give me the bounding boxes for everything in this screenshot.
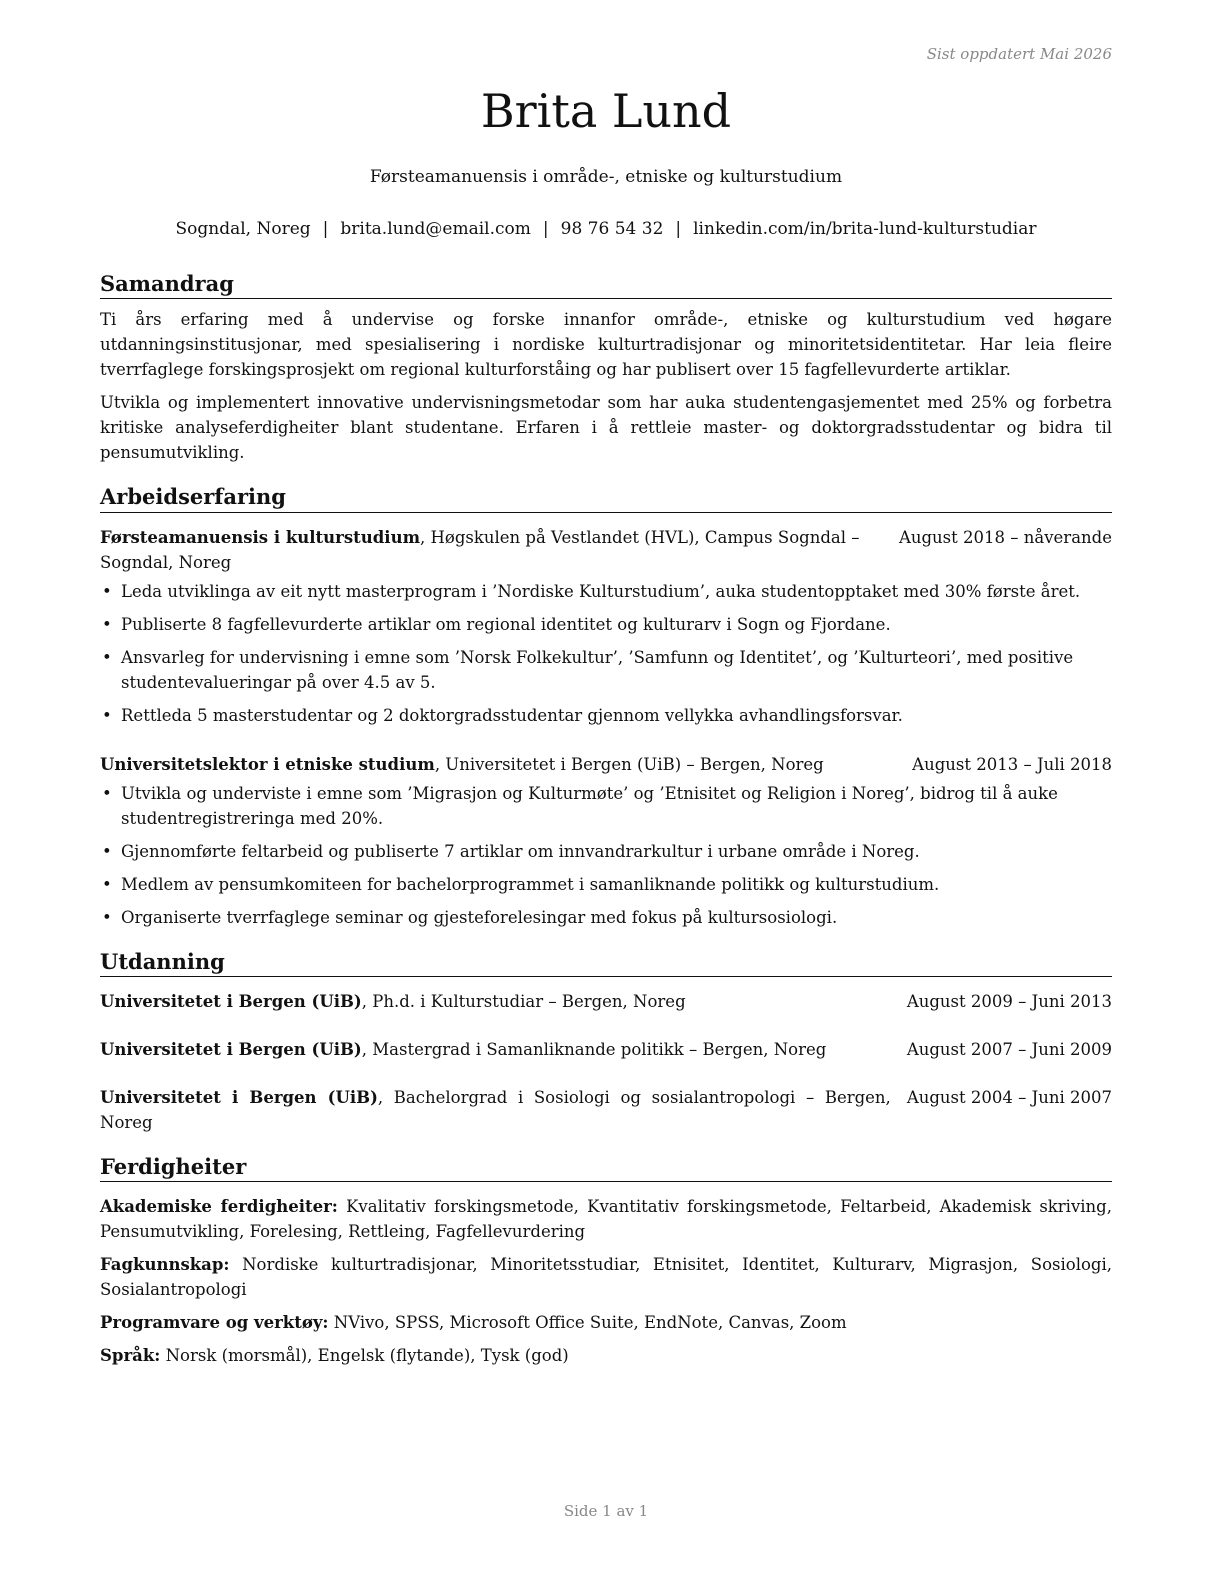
summary-section <box>100 270 1112 465</box>
education-dates: August 2007 – Juni 2009 <box>906 1039 1112 1059</box>
education-dates: August 2009 – Juni 2013 <box>906 991 1112 1011</box>
education-item <box>100 1037 1112 1062</box>
page-number: Side 1 av 1 <box>563 1502 649 1520</box>
skill-value: Nordiske kulturtradisjonar, Minoritetsstudiar, Etnisitet, Identitet, Kulturarv, Migrasjon, Sosiologi, Sosialantropologi <box>100 1255 1112 1300</box>
resume-content <box>100 270 1112 1386</box>
education-detail: , Ph.d. i Kulturstudiar – Bergen, Noreg <box>361 991 686 1011</box>
education-item <box>100 989 1112 1014</box>
skill-item <box>100 1194 1112 1244</box>
contact-phone: 98 76 54 32 <box>560 219 664 239</box>
skill-label: Programvare og verktøy: <box>100 1313 329 1333</box>
skills-list <box>100 1194 1112 1368</box>
job-bullet: • Organiserte tverrfaglege seminar og gjesteforelesingar med fokus på kultursosiologi. <box>100 905 1112 930</box>
job-bullet: • Utvikla og underviste i emne som ’Migrasjon og Kulturmøte’ og ’Etnisitet og Religion i Noreg’, bidrog til å auke studentregistreringa med 20%. <box>100 781 1112 831</box>
education-school: Universitetet i Bergen (UiB) <box>100 991 362 1011</box>
job-title: Førsteamanuensis i kulturstudium <box>100 527 421 547</box>
skill-item <box>100 1343 1112 1368</box>
job-header <box>100 525 1112 575</box>
last-updated: Sist oppdatert Mai 2026 <box>926 45 1112 63</box>
education-degree <box>100 989 907 1014</box>
section-heading-experience: Arbeidserfaring <box>100 483 1112 512</box>
section-heading-education: Utdanning <box>100 948 1112 977</box>
job-title: Universitetslektor i etniske studium <box>100 754 435 774</box>
contact-separator: | <box>675 219 682 239</box>
section-heading-summary: Samandrag <box>100 270 1112 299</box>
skill-value: Norsk (morsmål), Engelsk (flytande), Tysk (god) <box>160 1346 569 1366</box>
job-organization: , Høgskulen på Vestlandet (HVL), Campus Sogndal – Sogndal, Noreg <box>100 527 860 572</box>
skills-section <box>100 1153 1112 1368</box>
skill-value: NVivo, SPSS, Microsoft Office Suite, EndNote, Canvas, Zoom <box>328 1313 847 1333</box>
skill-value: Kvalitativ forskingsmetode, Kvantitativ forskingsmetode, Feltarbeid, Akademisk skriving, Pensumutvikling, Forelesing, Rettleing, Fagfellevurdering <box>100 1197 1112 1242</box>
contact-linkedin[interactable]: linkedin.com/in/brita-lund-kulturstudiar <box>693 219 1037 239</box>
education-detail: , Mastergrad i Samanliknande politikk – Bergen, Noreg <box>361 1039 827 1059</box>
education-school: Universitetet i Bergen (UiB) <box>100 1039 362 1059</box>
job-organization: , Universitetet i Bergen (UiB) – Bergen, Noreg <box>434 754 824 774</box>
summary-paragraph: Utvikla og implementert innovative undervisningsmetodar som har auka studentengasjementet med 25% og forbetra kritiske analyseferdigheiter blant studentane. Erfaren i å rettleie master- og doktorgradsstudentar og bidra til pensumutvikling. <box>100 393 1112 463</box>
summary-paragraph: Ti års erfaring med å undervise og forske innanfor område-, etniske og kulturstudium ved høgare utdanningsinstitusjonar, med spesialisering i nordiske kulturtradisjonar og minoritetsidentitetar. Har leia fleire tverrfaglege forskingsprosjekt om regional kulturforståing og har publisert over 15 fagfellevurderte artiklar. <box>100 310 1112 380</box>
job-entry <box>100 752 1112 930</box>
job-bullet: • Leda utviklinga av eit nytt masterprogram i ’Nordiske Kulturstudium’, auka studentopptaket med 30% første året. <box>100 579 1112 604</box>
job-bullets <box>100 579 1112 728</box>
job-dates: August 2013 – Juli 2018 <box>912 754 1112 774</box>
resume-page <box>100 0 1112 1584</box>
experience-section <box>100 483 1112 929</box>
education-degree <box>100 1037 907 1062</box>
skill-item <box>100 1310 1112 1335</box>
education-degree <box>100 1085 907 1135</box>
job-dates: August 2018 – nåverande <box>898 527 1112 547</box>
job-bullet: • Publiserte 8 fagfellevurderte artiklar om regional identitet og kulturarv i Sogn og Fjordane. <box>100 612 1112 637</box>
job-bullet: • Rettleda 5 masterstudentar og 2 doktorgradsstudentar gjennom vellykka avhandlingsforsvar. <box>100 703 1112 728</box>
education-school: Universitetet i Bergen (UiB) <box>100 1087 378 1107</box>
section-heading-skills: Ferdigheiter <box>100 1153 1112 1182</box>
job-bullet: • Ansvarleg for undervisning i emne som ’Norsk Folkekultur’, ’Samfunn og Identitet’, og ’Kulturteori’, med positive studentevalueringar på over 4.5 av 5. <box>100 645 1112 695</box>
person-name: Brita Lund <box>480 84 732 138</box>
skill-label: Akademiske ferdigheiter: <box>100 1197 338 1217</box>
job-bullet: • Medlem av pensumkomiteen for bachelorprogrammet i samanliknande politikk og kulturstudium. <box>100 872 1112 897</box>
education-dates: August 2004 – Juni 2007 <box>906 1087 1112 1107</box>
skill-label: Språk: <box>100 1346 161 1366</box>
contact-separator: | <box>542 219 549 239</box>
contact-separator: | <box>322 219 329 239</box>
job-entry <box>100 525 1112 728</box>
job-title-line <box>100 752 912 777</box>
contact-email[interactable]: brita.lund@email.com <box>340 219 531 239</box>
job-title-line <box>100 525 899 575</box>
contact-line <box>100 219 1112 239</box>
job-title: Førsteamanuensis i område-, etniske og kulturstudium <box>369 167 843 187</box>
skill-item <box>100 1252 1112 1302</box>
education-list <box>100 989 1112 1135</box>
job-header <box>100 752 1112 777</box>
education-item <box>100 1085 1112 1135</box>
contact-location: Sogndal, Noreg <box>175 219 311 239</box>
education-detail: , Bachelorgrad i Sosiologi og sosialantropologi – Bergen, Noreg <box>100 1087 891 1132</box>
job-bullet: • Gjennomførte feltarbeid og publiserte 7 artiklar om innvandrarkultur i urbane område i Noreg. <box>100 839 1112 864</box>
job-bullets <box>100 781 1112 930</box>
education-section <box>100 948 1112 1135</box>
skill-label: Fagkunnskap: <box>100 1255 230 1275</box>
